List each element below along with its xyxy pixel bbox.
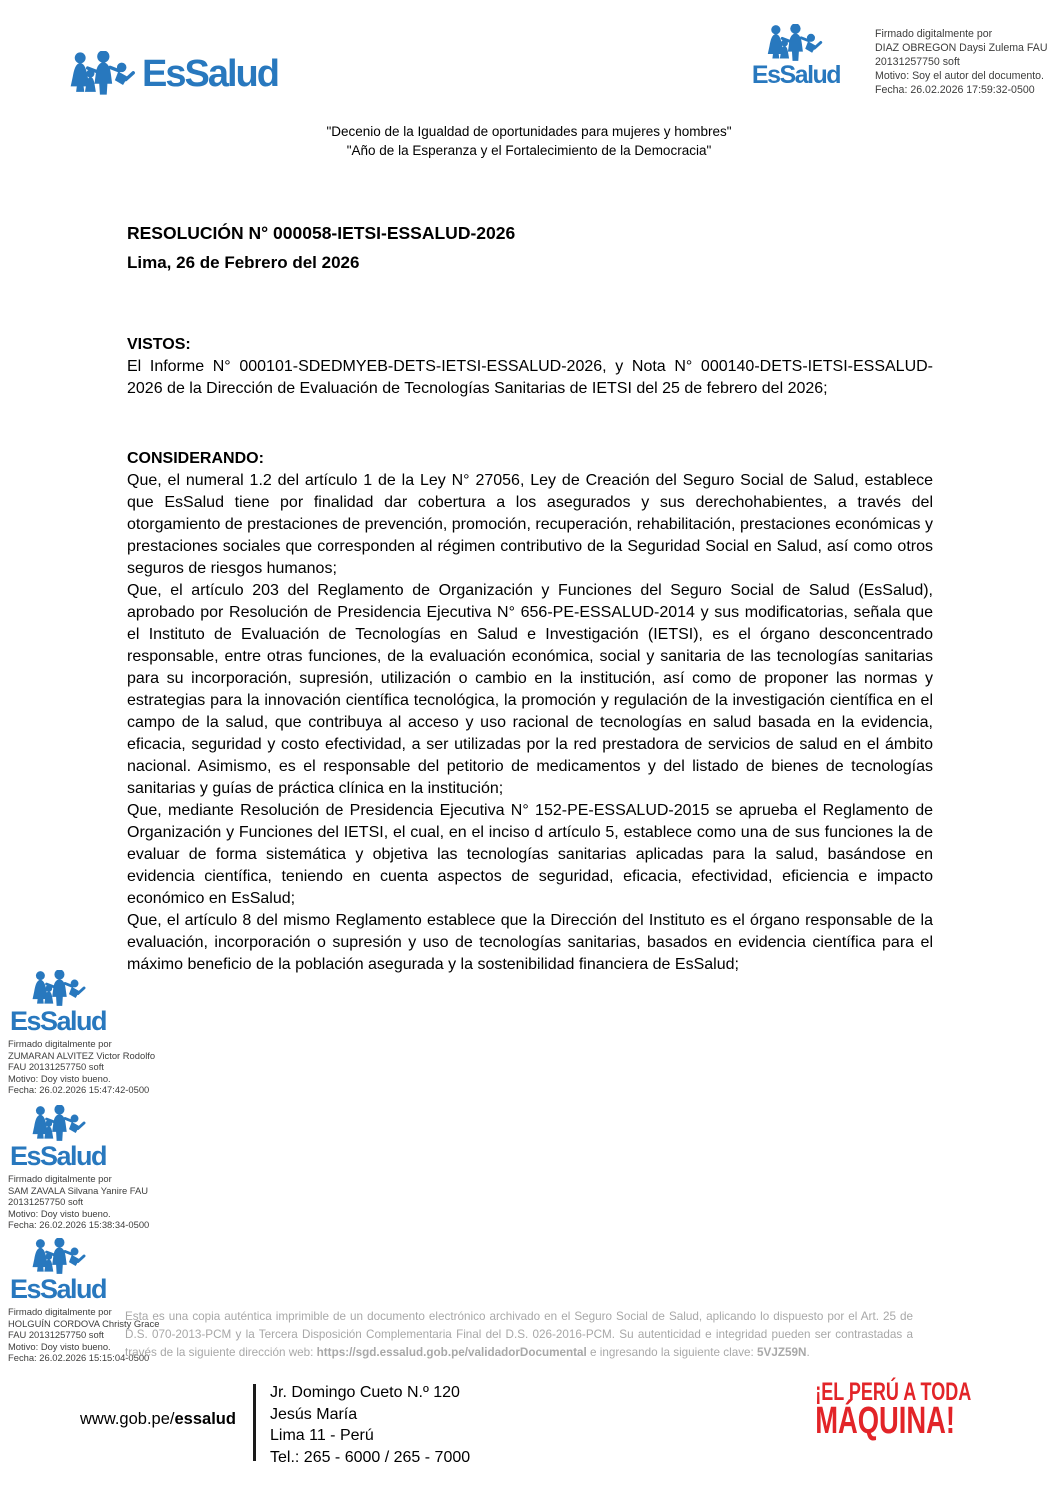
stamp-line: SAM ZAVALA Silvana Yanire FAU [8, 1184, 148, 1196]
considerando-paragraph-3: Que, mediante Resolución de Presidencia Ejecutiva N° 152-PE-ESSALUD-2015 se aprueba el Reglamento de Organización y Funciones del IETSI, el cual, en el inciso d artículo 5, establece como una de sus funciones la de evaluar de forma sistemática y objetiva las tecnologías sanitarias aplicadas para la salud, basándose en evidencia científica, teniendo en cuenta aspectos de seguridad, eficacia, efectividad, eficiencia e impacto económico en EsSalud; [127, 802, 933, 907]
vistos-label: VISTOS: [127, 336, 191, 353]
signature-line: 20131257750 soft [875, 56, 960, 68]
considerando-paragraph-1: Que, el numeral 1.2 del artículo 1 de la Ley N° 27056, Ley de Creación del Seguro Social de Salud, establece que EsSalud tiene por finalidad dar cobertura a los asegurados y sus derechohabientes, a través del otorgamiento de prestaciones de prevención, promoción, recuperación, rehabilitación, prestaciones económicas y prestaciones sociales que corresponden al régimen contributivo de la Seguridad Social en Salud, así como otros seguros de riesgos humanos; [127, 472, 933, 577]
website-prefix: www.gob.pe/ [80, 1410, 175, 1428]
verification-code: 5VJZ59N [757, 1346, 807, 1360]
stamp-signature-text [8, 1038, 156, 1096]
website-text [80, 1410, 240, 1429]
place-date: Lima, 26 de Febrero del 2026 [127, 253, 360, 272]
family-icon [767, 24, 825, 62]
signature-line: DIAZ OBREGON Daysi Zulema FAU [875, 42, 1048, 54]
address-line: Jr. Domingo Cueto N.º 120 [270, 1384, 460, 1401]
stamp-line: ZUMARAN ALVITEZ Victor Rodolfo [8, 1049, 156, 1061]
considerando-label: CONSIDERANDO: [127, 450, 264, 467]
brand-logo-small [746, 24, 846, 88]
signature-line: Motivo: Soy el autor del documento. [875, 70, 1045, 82]
digital-signature-header [875, 27, 1053, 97]
stamp-line: Firmado digitalmente por [8, 1306, 112, 1317]
address-line: Tel.: 265 - 6000 / 265 - 7000 [270, 1448, 471, 1466]
signature-stamp-1 [8, 970, 156, 1096]
family-icon [70, 50, 138, 97]
stamp-line: 20131257750 soft [8, 1196, 84, 1208]
address-line: Lima 11 - Perú [270, 1427, 374, 1444]
vistos-paragraph: El Informe N° 000101-SDEDMYEB-DETS-IETSI-ESSALUD-2026, y Nota N° 000140-DETS-IETSI-ESSALUD-2026 de la Dirección de Evaluación de Tecnologías Sanitarias de IETSI del 25 de febrero del 2026; [127, 358, 933, 397]
signature-stamp-3 [8, 1238, 160, 1364]
stamp-line: Fecha: 26.02.2026 15:47:42-0500 [8, 1084, 150, 1096]
resolution-title: RESOLUCIÓN N° 000058-IETSI-ESSALUD-2026 [127, 223, 516, 243]
anio-quote: "Año de la Esperanza y el Fortalecimiento de la Democracia" [346, 142, 712, 158]
address-line: Jesús María [270, 1405, 358, 1423]
stamp-line: Motivo: Doy visto bueno. [8, 1340, 111, 1352]
stamp-signature-text [8, 1306, 160, 1364]
stamp-line: HOLGUÍN CORDOVA Christy Grace [8, 1317, 160, 1329]
brand-wordmark: EsSalud [10, 1141, 107, 1171]
stamp-signature-text [8, 1173, 150, 1231]
decenio-quote: "Decenio de la Igualdad de oportunidades para mujeres y hombres" [326, 124, 732, 139]
stamp-line: FAU 20131257750 soft [8, 1329, 104, 1341]
stamp-line: FAU 20131257750 soft [8, 1061, 104, 1073]
signature-line: Fecha: 26.02.2026 17:59:32-0500 [875, 84, 1035, 96]
disclaimer-text: Esta es una copia auténtica imprimible de un documento electrónico archivado en el Seguro Social de Salud, aplicando lo dispuesto por el Art. 25 de D.S. 070-2013-PCM y la Tercera Disposición Complementaria Final del D.S. 026-2016-PCM. Su autenticidad e integridad pueden ser contrastadas a través de la siguiente dirección web: [125, 1309, 913, 1360]
slogan-line-1: ¡EL PERÚ A TODA [815, 1378, 972, 1406]
stamp-line: Firmado digitalmente por [8, 1038, 112, 1049]
address-block [270, 1382, 470, 1468]
brand-wordmark: EsSalud [10, 1006, 107, 1036]
document-body [127, 220, 933, 976]
brand-logo [70, 50, 278, 97]
validator-url: https://sgd.essalud.gob.pe/validadorDocumental [316, 1346, 587, 1360]
signature-line: Firmado digitalmente por [875, 28, 993, 40]
disclaimer-text: . [806, 1346, 810, 1360]
family-icon [32, 1105, 88, 1142]
stamp-line: Fecha: 26.02.2026 15:15:04-0500 [8, 1352, 150, 1364]
disclaimer-text: e ingresando la siguiente clave: [586, 1346, 758, 1360]
stamp-line: Motivo: Doy visto bueno. [8, 1072, 111, 1084]
signature-stamp-2 [8, 1105, 150, 1231]
header-quotes [0, 123, 1058, 160]
footer-divider [253, 1384, 256, 1461]
stamp-line: Fecha: 26.02.2026 15:38:34-0500 [8, 1219, 150, 1231]
authenticity-disclaimer [125, 1308, 913, 1363]
considerando-paragraph-2: Que, el artículo 203 del Reglamento de Organización y Funciones del Seguro Social de Salud (EsSalud), aprobado por Resolución de Presidencia Ejecutiva N° 656-PE-ESSALUD-2014 y sus modificatorias, señala que el Instituto de Evaluación de Tecnologías en Salud e Investigación (IETSI), es el órgano desconcentrado responsable, entre otras funciones, de la evaluación económica, social y sanitaria de las tecnologías sanitarias para su incorporación, supresión, utilización o cambio en la institución, así como de proponer las normas y estrategias para la innovación científica tecnológica, la promoción y regulación de la investigación científica en el campo de la salud, que contribuya al acceso y uso racional de tecnologías en salud basada en la evidencia, eficacia, seguridad y costo efectividad, a ser utilizadas por la red prestadora de servicios de salud en el ámbito nacional. Asimismo, es el responsable del petitorio de medicamentos y del listado de bienes de tecnologías sanitarias y guías de práctica clínica en la institución; [127, 582, 933, 797]
stamp-line: Firmado digitalmente por [8, 1173, 112, 1184]
slogan-line-2: MÁQUINA! [815, 1400, 956, 1442]
stamp-line: Motivo: Doy visto bueno. [8, 1207, 111, 1219]
website-bold: essalud [174, 1410, 236, 1428]
brand-wordmark: EsSalud [10, 1274, 107, 1304]
campaign-slogan [790, 1378, 972, 1442]
considerando-paragraph-4: Que, el artículo 8 del mismo Reglamento establece que la Dirección del Instituto es el órgano responsable de la evaluación, incorporación o supresión y uso de tecnologías sanitarias, basados en evidencia científica para el máximo beneficio de la población asegurada y la sostenibilidad financiera de EsSalud; [127, 912, 933, 973]
family-icon [32, 1238, 88, 1275]
family-icon [32, 970, 88, 1007]
brand-wordmark: EsSalud [751, 61, 841, 89]
brand-wordmark: EsSalud [142, 52, 278, 95]
